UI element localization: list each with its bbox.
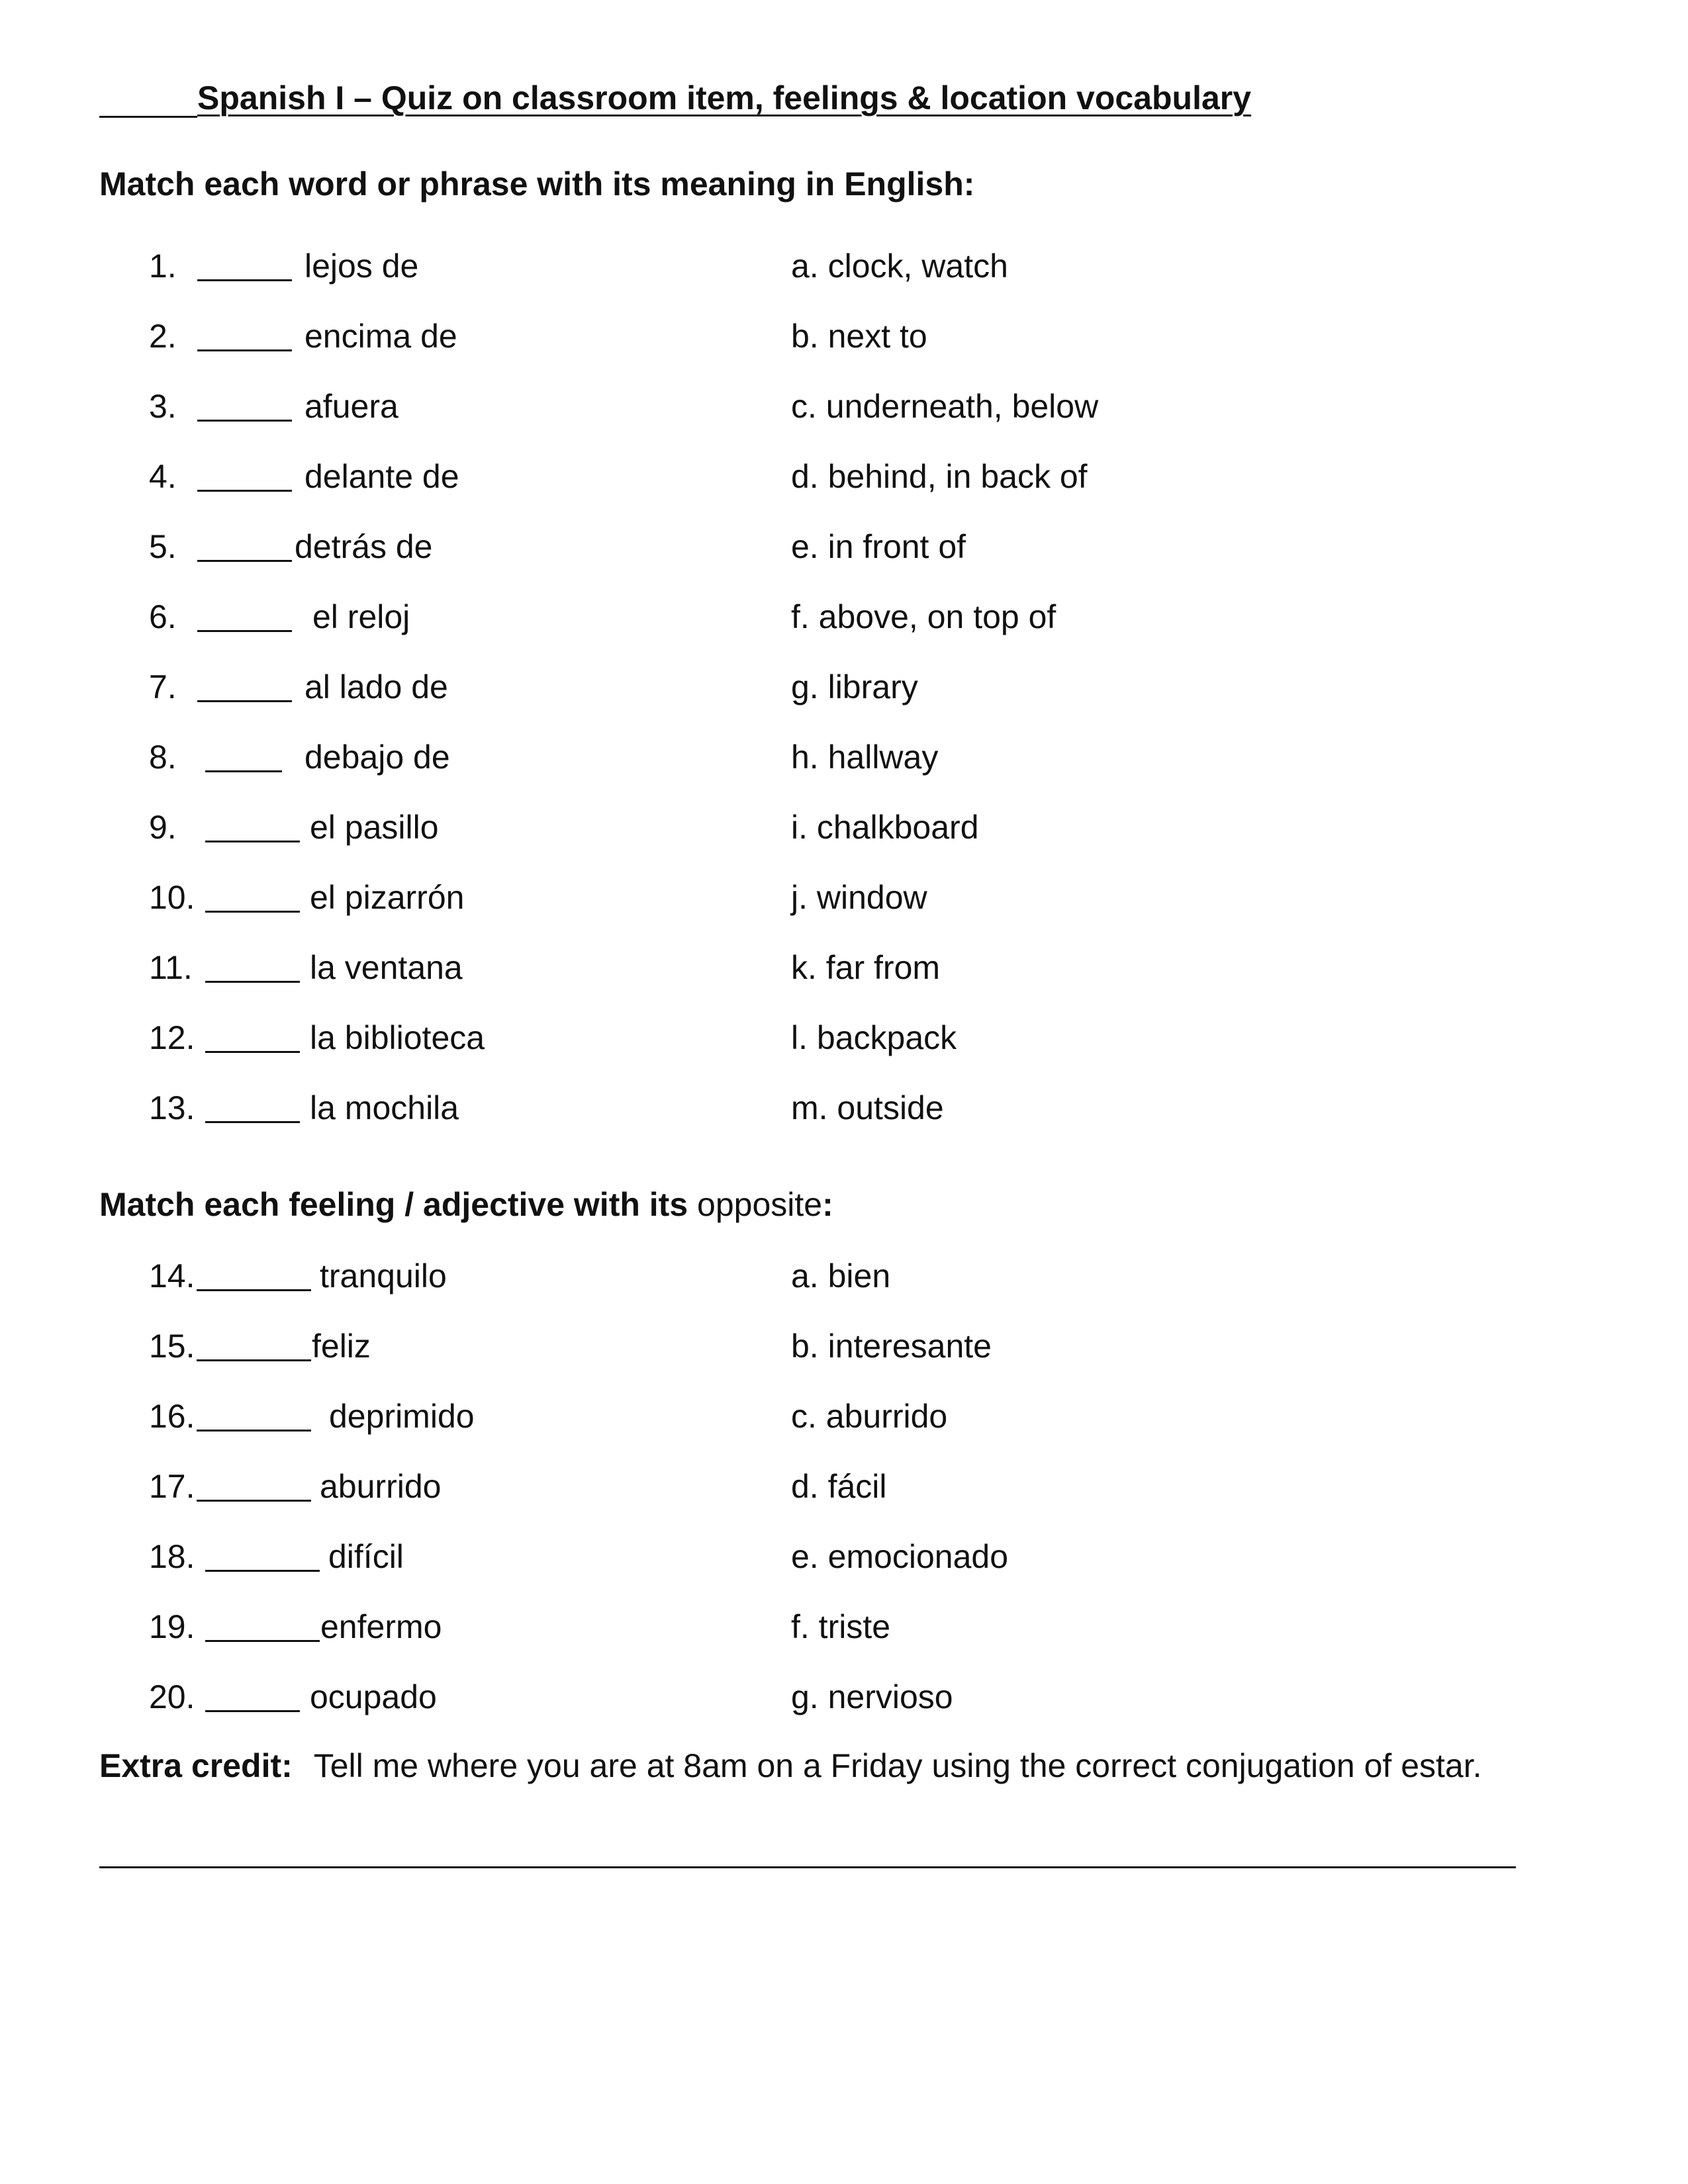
quiz-title-text: Spanish I – Quiz on classroom item, feelings & location vocabulary (197, 79, 1252, 116)
meaning-option: m. outside (791, 1089, 944, 1126)
answer-blank[interactable] (197, 457, 292, 492)
extra-credit-text: Tell me where you are at 8am on a Friday using the correct conjugation of estar. (313, 1747, 1482, 1784)
question-row-12 (0, 1018, 1688, 1058)
section-2-heading (99, 1185, 833, 1224)
question-row-7 (0, 667, 1688, 707)
meaning-option: d. fácil (791, 1468, 887, 1505)
meaning-option: e. in front of (791, 528, 966, 565)
question-row-11 (0, 948, 1688, 987)
question-term: ocupado (310, 1678, 437, 1715)
question-number: 4. (149, 458, 177, 495)
answer-blank[interactable] (197, 387, 292, 422)
question-row-1 (0, 246, 1688, 286)
question-number: 2. (149, 318, 177, 355)
question-term: difícil (328, 1538, 404, 1575)
answer-blank[interactable] (205, 1677, 300, 1712)
answer-blank[interactable] (197, 1467, 311, 1502)
question-number: 5. (149, 528, 177, 565)
question-number: 16. (149, 1398, 195, 1435)
question-row-19 (0, 1607, 1688, 1647)
question-number: 20. (149, 1678, 195, 1715)
section-2-heading-normal: opposite (697, 1186, 823, 1223)
answer-blank[interactable] (197, 1326, 311, 1361)
question-number: 14. (149, 1257, 195, 1295)
section-2-heading-bold: Match each feeling / adjective with its (99, 1186, 698, 1223)
question-row-13 (0, 1088, 1688, 1128)
answer-blank[interactable] (205, 1537, 320, 1572)
question-term: aburrido (320, 1468, 442, 1505)
question-number: 17. (149, 1468, 195, 1505)
question-row-8 (0, 737, 1688, 777)
meaning-option: i. chalkboard (791, 809, 979, 846)
question-number: 12. (149, 1019, 195, 1056)
question-row-4 (0, 457, 1688, 496)
question-row-18 (0, 1537, 1688, 1576)
question-row-10 (0, 878, 1688, 917)
meaning-option: c. underneath, below (791, 388, 1099, 425)
answer-blank[interactable] (205, 1607, 320, 1642)
meaning-option: j. window (791, 879, 927, 916)
question-number: 6. (149, 598, 177, 635)
question-term: el pasillo (310, 809, 439, 846)
meaning-option: f. triste (791, 1608, 891, 1645)
answer-blank[interactable] (197, 1256, 311, 1291)
extra-credit-answer-line[interactable] (99, 1866, 1516, 1868)
title-leading-underline (99, 81, 197, 118)
meaning-option: b. next to (791, 318, 927, 355)
question-number: 11. (149, 949, 193, 986)
meaning-option: d. behind, in back of (791, 458, 1088, 495)
answer-blank[interactable] (197, 667, 292, 702)
question-term: afuera (305, 388, 399, 425)
question-number: 15. (149, 1328, 195, 1365)
answer-blank[interactable] (205, 737, 282, 772)
question-row-5 (0, 527, 1688, 567)
meaning-option: h. hallway (791, 739, 939, 776)
question-term: delante de (305, 458, 459, 495)
answer-blank[interactable] (205, 1088, 300, 1123)
answer-blank[interactable] (197, 316, 292, 351)
question-number: 18. (149, 1538, 195, 1575)
question-term: el reloj (312, 598, 410, 635)
question-term: deprimido (329, 1398, 475, 1435)
answer-blank[interactable] (197, 597, 292, 632)
question-term: al lado de (305, 668, 448, 705)
question-term: encima de (305, 318, 457, 355)
meaning-option: e. emocionado (791, 1538, 1009, 1575)
question-row-2 (0, 316, 1688, 356)
meaning-option: f. above, on top of (791, 598, 1056, 635)
question-number: 13. (149, 1089, 195, 1126)
question-number: 9. (149, 809, 177, 846)
question-term: debajo de (305, 739, 450, 776)
question-row-17 (0, 1467, 1688, 1506)
question-term: la biblioteca (310, 1019, 485, 1056)
answer-blank[interactable] (205, 1018, 300, 1053)
section-2-heading-end: : (822, 1186, 833, 1223)
section-1-heading: Match each word or phrase with its meaning in English: (99, 165, 975, 203)
question-row-20 (0, 1677, 1688, 1717)
question-row-16 (0, 1396, 1688, 1436)
meaning-option: c. aburrido (791, 1398, 948, 1435)
question-term: feliz (312, 1328, 371, 1365)
question-number: 8. (149, 739, 177, 776)
extra-credit-label: Extra credit: (99, 1747, 293, 1784)
question-row-14 (0, 1256, 1688, 1296)
question-row-6 (0, 597, 1688, 637)
question-row-15 (0, 1326, 1688, 1366)
question-term: detrás de (295, 528, 433, 565)
question-number: 1. (149, 248, 177, 285)
answer-blank[interactable] (205, 807, 300, 842)
question-term: lejos de (305, 248, 419, 285)
meaning-option: k. far from (791, 949, 941, 986)
question-term: enfermo (320, 1608, 442, 1645)
question-number: 3. (149, 388, 177, 425)
meaning-option: g. nervioso (791, 1678, 953, 1715)
answer-blank[interactable] (197, 246, 292, 281)
answer-blank[interactable] (197, 1396, 311, 1432)
question-number: 7. (149, 668, 177, 705)
meaning-option: g. library (791, 668, 918, 705)
answer-blank[interactable] (205, 948, 300, 983)
extra-credit (99, 1746, 1482, 1786)
question-term: tranquilo (320, 1257, 447, 1295)
question-number: 10. (149, 879, 195, 916)
question-term: la mochila (310, 1089, 459, 1126)
question-term: la ventana (310, 949, 463, 986)
question-row-3 (0, 387, 1688, 426)
quiz-title (99, 78, 1251, 118)
meaning-option: l. backpack (791, 1019, 957, 1056)
meaning-option: a. clock, watch (791, 248, 1008, 285)
answer-blank[interactable] (205, 878, 300, 913)
question-term: el pizarrón (310, 879, 465, 916)
question-row-9 (0, 807, 1688, 847)
question-number: 19. (149, 1608, 195, 1645)
answer-blank[interactable] (197, 527, 292, 562)
meaning-option: a. bien (791, 1257, 891, 1295)
meaning-option: b. interesante (791, 1328, 992, 1365)
